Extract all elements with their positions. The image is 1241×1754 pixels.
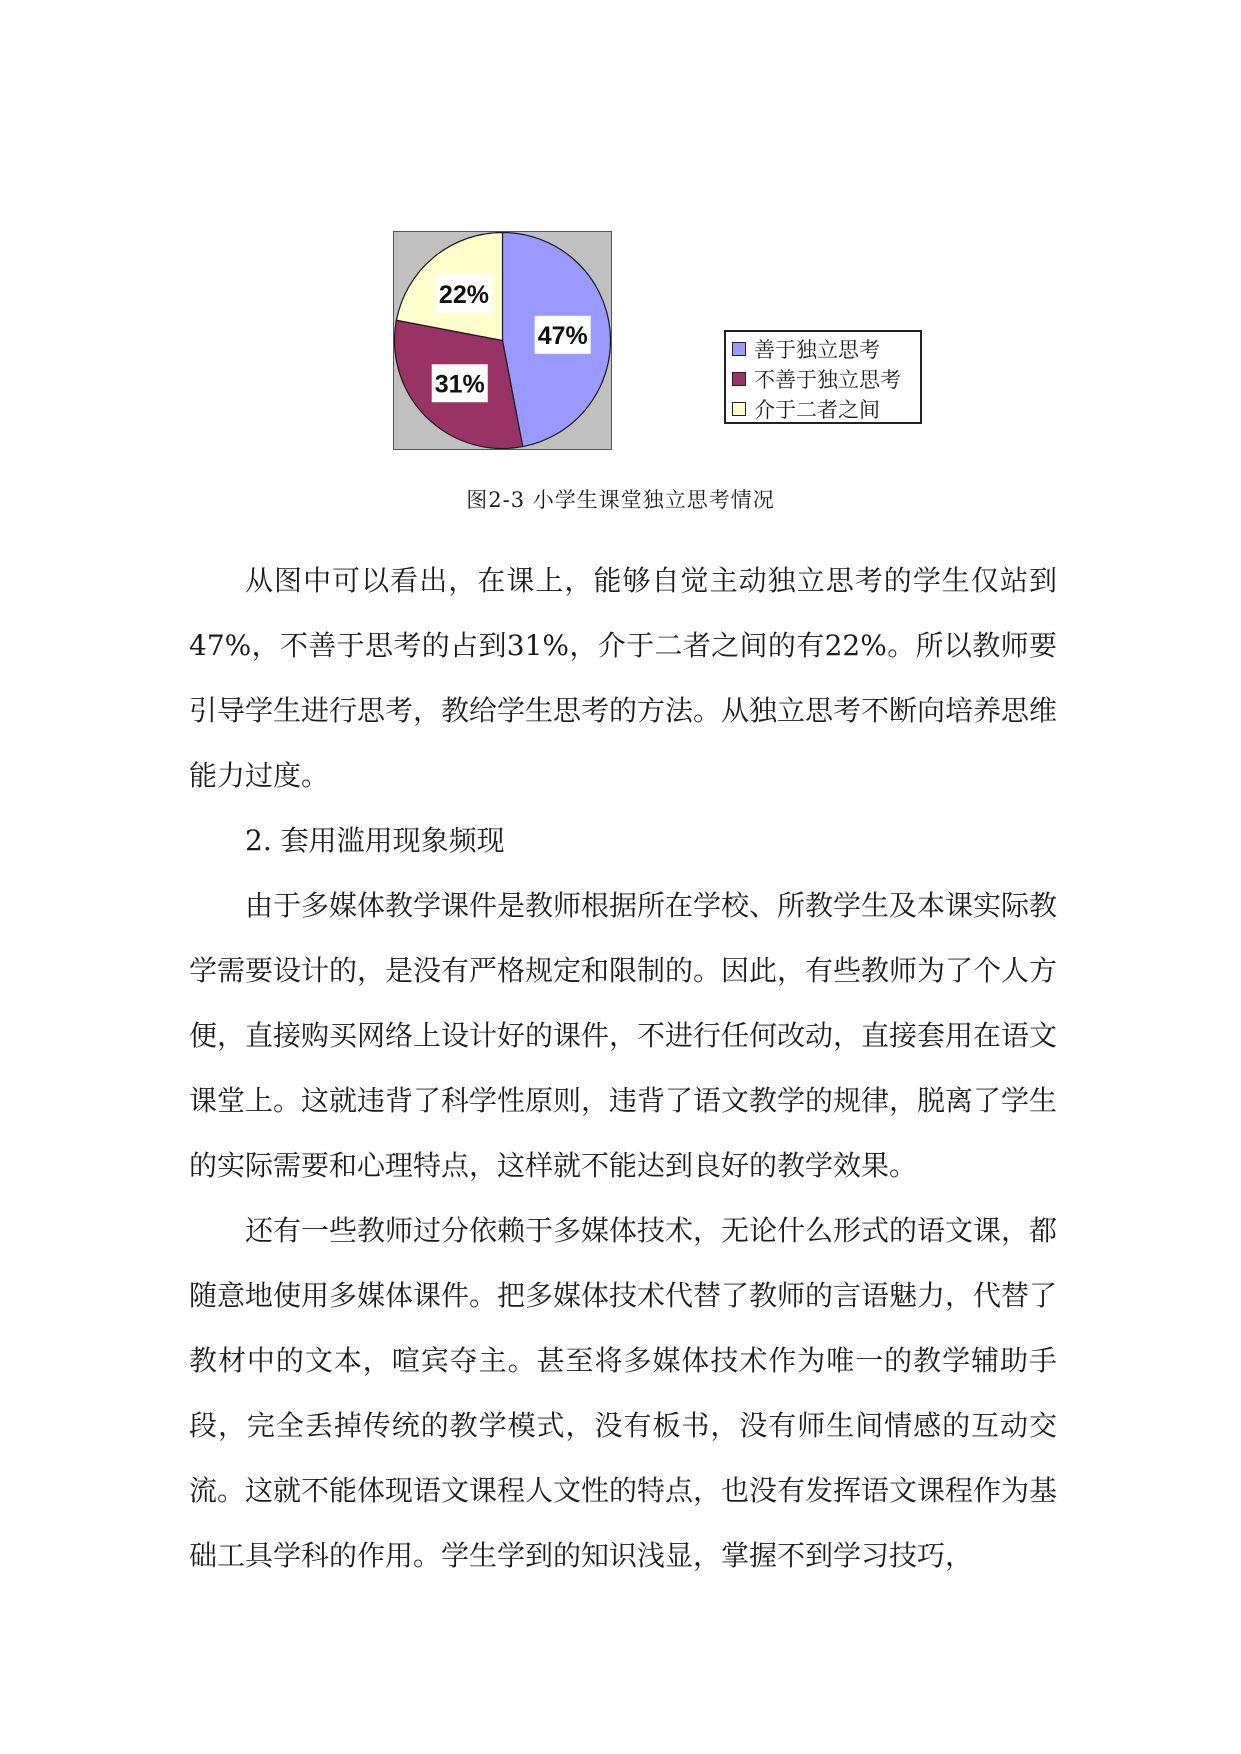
legend-label: 不善于独立思考 [754, 368, 901, 392]
legend-item [732, 334, 920, 364]
slice-percent-label: 31% [434, 370, 485, 399]
pie-chart [393, 231, 612, 450]
legend-label: 善于独立思考 [754, 338, 880, 362]
paragraph: 还有一些教师过分依赖于多媒体技术，无论什么形式的语文课，都随意地使用多媒体课件。把多媒体技术代替了教师的言语魅力，代替了教材中的文本，喧宾夺主。甚至将多媒体技术作为唯一的教学辅助手段，完全丢掉传统的教学模式，没有板书，没有师生间情感的互动交流。这就不能体现语文课程人文性的特点，也没有发挥语文课程作为基础工具学科的作用。学生学到的知识浅显，掌握不到学习技巧， [189, 1214, 1058, 1572]
chart-legend [724, 330, 922, 424]
legend-swatch [732, 372, 746, 386]
legend-label: 介于二者之间 [754, 398, 880, 422]
legend-item [732, 364, 920, 394]
legend-swatch [732, 402, 746, 416]
paragraph: 从图中可以看出，在课上，能够自觉主动独立思考的学生仅站到47%，不善于思考的占到31%，介于二者之间的有22%。所以教师要引导学生进行思考，教给学生思考的方法。从独立思考不断向培养思维能力过度。 [189, 564, 1058, 792]
section-heading: 2. 套用滥用现象频现 [245, 824, 505, 857]
figure-caption: 图2-3 小学生课堂独立思考情况 [466, 488, 775, 512]
slice-percent-label: 22% [438, 280, 489, 309]
legend-swatch [732, 342, 746, 356]
body-text [189, 548, 1057, 1588]
pie-chart-svg [394, 232, 611, 449]
slice-percent-label: 47% [537, 321, 588, 350]
legend-item [732, 394, 920, 424]
paragraph: 由于多媒体教学课件是教师根据所在学校、所教学生及本课实际教学需要设计的，是没有严格规定和限制的。因此，有些教师为了个人方便，直接购买网络上设计好的课件，不进行任何改动，直接套用在语文课堂上。这就违背了科学性原则，违背了语文教学的规律，脱离了学生的实际需要和心理特点，这样就不能达到良好的教学效果。 [189, 889, 1058, 1182]
